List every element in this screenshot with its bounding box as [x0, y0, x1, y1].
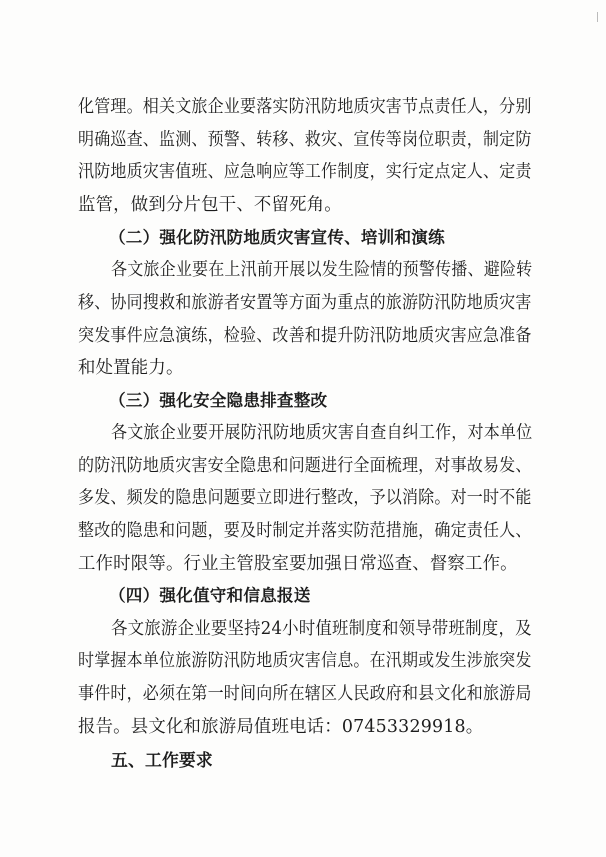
- paragraph-line: 时掌握本单位旅游防汛防地质灾害信息。在汛期或发生涉旅突发: [78, 651, 532, 671]
- paragraph-line: 化管理。相关文旅企业要落实防汛防地质灾害节点责任人，分别: [78, 97, 532, 117]
- paragraph-line: 汛防地质灾害值班、应急响应等工作制度，实行定点定人、定责: [78, 162, 532, 182]
- paragraph-line: 移、协同搜救和旅游者安置等方面为重点的旅游防汛防地质灾害: [78, 293, 532, 313]
- paragraph-line: 明确巡查、监测、预警、转移、救灾、宣传等岗位职责，制定防: [78, 130, 532, 150]
- paragraph-line: 各文旅企业要开展防汛防地质灾害自查自纠工作，对本单位: [111, 423, 533, 443]
- subsection-heading-4: （四）强化值守和信息报送: [109, 586, 311, 605]
- paragraph-line: 事件时，必须在第一时间向所在辖区人民政府和县文化和旅游局: [78, 684, 532, 704]
- paragraph-line: 工作时限等。行业主管股室要加强日常巡查、督察工作。: [78, 554, 518, 574]
- section-heading-5: 五、工作要求: [111, 750, 213, 770]
- paragraph-line: 各文旅企业要在上汛前开展以发生险情的预警传播、避险转: [111, 260, 533, 280]
- scan-edge-mark: [597, 12, 598, 22]
- paragraph-line: 突发事件应急演练，检验、改善和提升防汛防地质灾害应急准备: [78, 326, 532, 346]
- paragraph-line: 各文旅游企业要坚持24小时值班制度和领导带班制度，及: [111, 619, 532, 639]
- subsection-heading-3: （三）强化安全隐患排查整改: [109, 391, 328, 410]
- paragraph-line: 报告。县文化和旅游局值班电话：07453329918。: [78, 717, 484, 737]
- paragraph-line: 整改的隐患和问题，要及时制定并落实防范措施，确定责任人、: [78, 521, 532, 541]
- paragraph-line: 的防汛防地质灾害安全隐患和问题进行全面梳理，对事故易发、: [78, 456, 532, 476]
- paragraph-line: 多发、频发的隐患问题要立即进行整改，予以消除。对一时不能: [78, 488, 532, 508]
- paragraph-line: 监管，做到分片包干、不留死角。: [78, 195, 342, 215]
- paragraph-line: 和处置能力。: [78, 358, 184, 378]
- subsection-heading-2: （二）强化防汛防地质灾害宣传、培训和演练: [109, 228, 445, 247]
